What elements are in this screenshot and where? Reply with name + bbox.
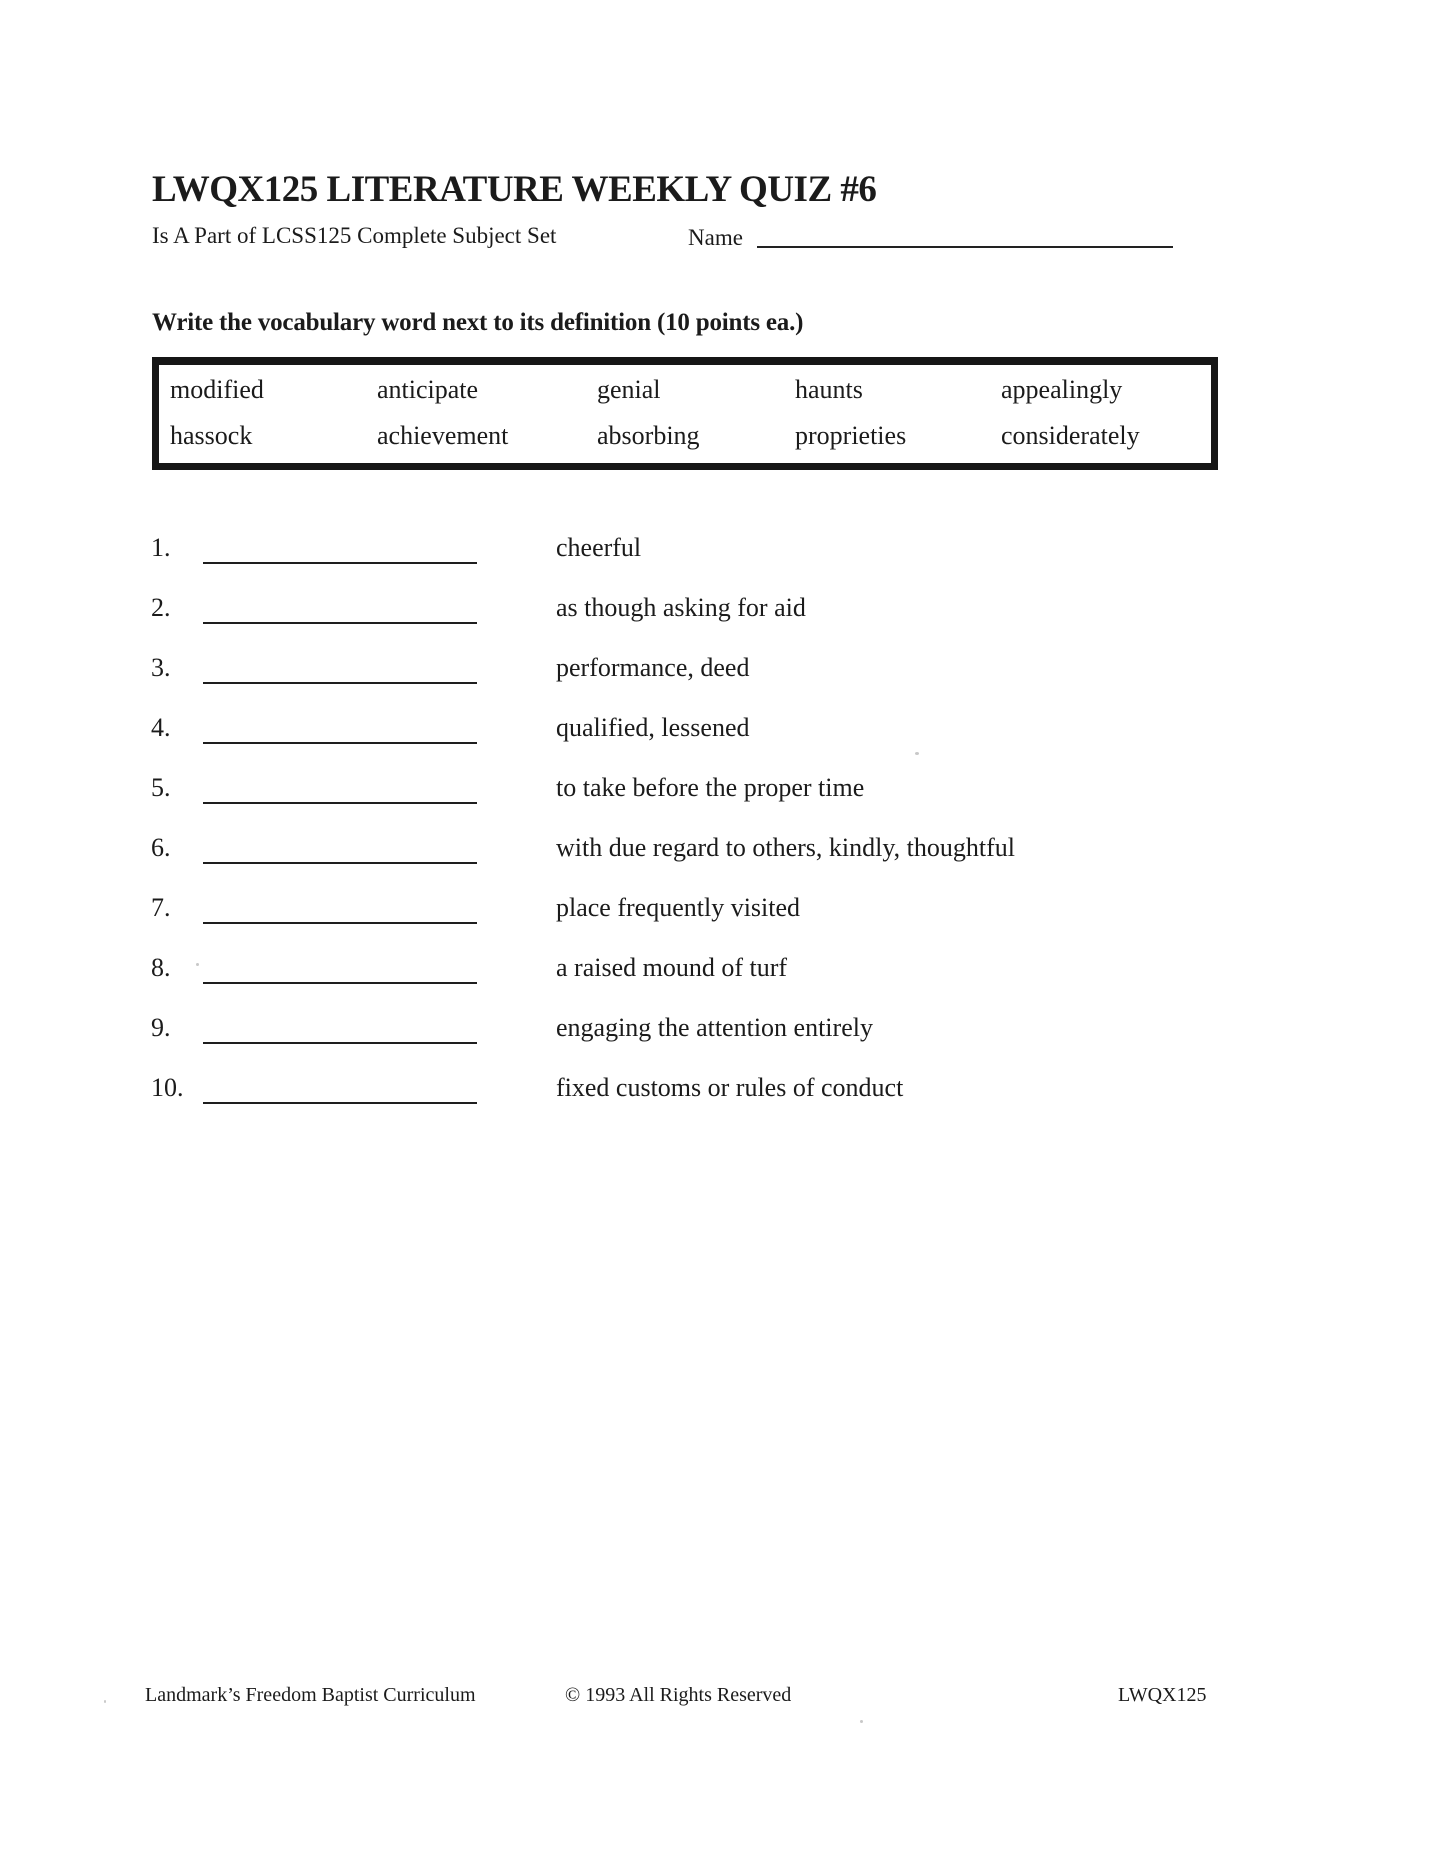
definition-text: as though asking for aid [556,593,806,622]
answer-blank[interactable] [203,562,477,564]
question-number: 5. [151,773,171,802]
name-label: Name [688,225,743,250]
word-bank-word: achievement [377,421,509,450]
name-fill-in-line[interactable] [757,246,1173,248]
word-bank-box [152,357,1218,470]
question-number: 2. [151,593,171,622]
page-title: LWQX125 LITERATURE WEEKLY QUIZ #6 [152,169,877,210]
definition-text: cheerful [556,533,642,562]
quiz-question-row [151,650,1201,690]
word-bank-row [170,413,1211,459]
definition-text: place frequently visited [556,893,801,922]
word-bank-row [170,367,1211,413]
answer-blank[interactable] [203,1102,477,1104]
word-bank-word: genial [597,375,661,404]
quiz-question-row [151,770,1201,810]
definition-text: with due regard to others, kindly, thoughtful [556,833,1016,862]
footer-copyright: © 1993 All Rights Reserved [565,1684,792,1706]
answer-blank[interactable] [203,682,477,684]
question-number: 4. [151,713,171,742]
definition-text: qualified, lessened [556,713,750,742]
scan-speck [196,963,199,966]
question-number: 3. [151,653,171,682]
definition-text: performance, deed [556,653,750,682]
answer-blank[interactable] [203,922,477,924]
answer-blank[interactable] [203,982,477,984]
definition-text: engaging the attention entirely [556,1013,873,1042]
quiz-question-row [151,950,1201,990]
word-bank-word: considerately [1001,421,1140,450]
footer-document-code: LWQX125 [1118,1684,1207,1706]
word-bank-word: absorbing [597,421,700,450]
definition-text: fixed customs or rules of conduct [556,1073,904,1102]
instruction-text: Write the vocabulary word next to its definition (10 points ea.) [152,309,804,336]
answer-blank[interactable] [203,622,477,624]
definition-text: a raised mound of turf [556,953,788,982]
question-number: 10. [151,1073,184,1102]
answer-blank[interactable] [203,742,477,744]
quiz-question-row [151,1010,1201,1050]
quiz-question-row [151,890,1201,930]
scan-speck [860,1720,863,1723]
question-number: 7. [151,893,171,922]
quiz-question-row [151,530,1201,570]
word-bank-word: proprieties [795,421,907,450]
answer-blank[interactable] [203,1042,477,1044]
answer-blank[interactable] [203,862,477,864]
word-bank-word: haunts [795,375,863,404]
footer-publisher: Landmark’s Freedom Baptist Curriculum [145,1684,476,1706]
quiz-question-row [151,590,1201,630]
subtitle: Is A Part of LCSS125 Complete Subject Set [152,223,557,248]
quiz-question-row [151,1070,1201,1110]
scan-speck [915,752,919,755]
quiz-question-row [151,710,1201,750]
definition-text: to take before the proper time [556,773,865,802]
question-number: 9. [151,1013,171,1042]
scan-speck [104,1700,106,1703]
word-bank-word: anticipate [377,375,479,404]
word-bank-word: modified [170,375,264,404]
question-number: 1. [151,533,171,562]
quiz-question-row [151,830,1201,870]
answer-blank[interactable] [203,802,477,804]
question-number: 8. [151,953,171,982]
word-bank-word: hassock [170,421,253,450]
word-bank-word: appealingly [1001,375,1123,404]
question-number: 6. [151,833,171,862]
